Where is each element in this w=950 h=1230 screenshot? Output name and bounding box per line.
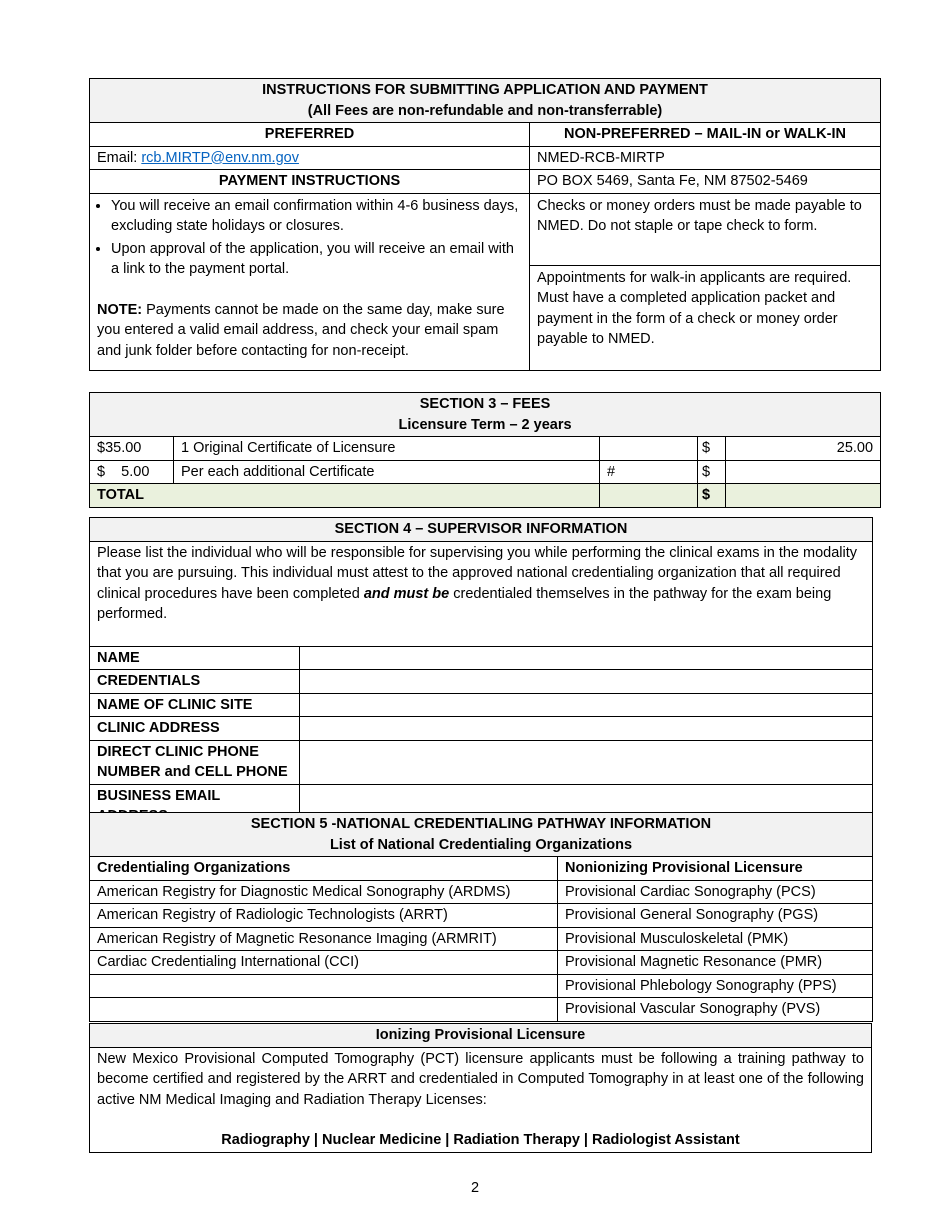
pathway-row <box>90 904 873 928</box>
fee-description: 1 Original Certificate of Licensure <box>174 437 600 461</box>
credentialing-org: American Registry for Diagnostic Medical Sonography (ARDMS) <box>90 880 558 904</box>
ionizing-licenses: Radiography | Nuclear Medicine | Radiation Therapy | Radiologist Assistant <box>221 1132 740 1148</box>
supervisor-field-row <box>90 740 873 784</box>
walkin-text: Appointments for walk-in applicants are required. Must have a completed application packet and payment in the form of a check or money order payable to NMED. <box>530 265 881 371</box>
total-currency: $ <box>698 484 726 508</box>
ionizing-title: Ionizing Provisional Licensure <box>90 1024 872 1048</box>
fee-amount[interactable] <box>726 460 881 484</box>
fee-amount[interactable]: 25.00 <box>726 437 881 461</box>
preferred-header: PREFERRED <box>90 123 530 147</box>
fee-quantity[interactable] <box>600 437 698 461</box>
supervisor-field-row <box>90 717 873 741</box>
mail-name: NMED-RCB-MIRTP <box>530 146 881 170</box>
clinic-phone-input[interactable] <box>300 740 873 784</box>
supervisor-name-input[interactable] <box>300 646 873 670</box>
pathway-header <box>90 813 873 857</box>
ionizing-table <box>89 1023 872 1153</box>
supervisor-field-row <box>90 693 873 717</box>
nonpreferred-header: NON-PREFERRED – MAIL-IN or WALK-IN <box>530 123 881 147</box>
provisional-license: Provisional General Sonography (PGS) <box>558 904 873 928</box>
fees-subtitle: Licensure Term – 2 years <box>398 416 572 433</box>
pathway-row <box>90 880 873 904</box>
page-number: 2 <box>470 1180 480 1196</box>
fee-row <box>90 460 881 484</box>
pathway-row <box>90 974 873 998</box>
supervisor-title: SECTION 4 – SUPERVISOR INFORMATION <box>90 518 873 542</box>
provisional-license: Provisional Vascular Sonography (PVS) <box>558 998 873 1022</box>
fee-currency: $ <box>698 437 726 461</box>
supervisor-field-label: CREDENTIALS <box>90 670 300 694</box>
checks-text: Checks or money orders must be made payable to NMED. Do not staple or tape check to form. <box>530 193 881 265</box>
supervisor-table <box>89 517 873 829</box>
credentialing-orgs-header: Credentialing Organizations <box>90 857 558 881</box>
supervisor-description <box>90 541 873 646</box>
fee-row <box>90 437 881 461</box>
supervisor-desc-emphasis: and must be <box>363 585 450 602</box>
payment-note <box>97 300 522 362</box>
payment-instructions-header: PAYMENT INSTRUCTIONS <box>90 170 530 194</box>
supervisor-field-label: NAME OF CLINIC SITE <box>90 693 300 717</box>
fee-total-row <box>90 484 881 508</box>
email-cell <box>90 146 530 170</box>
pathway-title: SECTION 5 -NATIONAL CREDENTIALING PATHWAY INFORMATION <box>250 816 712 832</box>
supervisor-field-row <box>90 646 873 670</box>
supervisor-desc-a: Please list the individual who will be responsible for supervising you while performing the clinical exams in the modality that you are pursuing. This individual must attest to the approved national credentialing organization that all required clinical procedures have been completed <box>97 544 858 602</box>
ionizing-body <box>90 1047 872 1152</box>
fee-price: $ 5.00 <box>90 460 174 484</box>
credentialing-org: American Registry of Magnetic Resonance Imaging (ARMRIT) <box>90 927 558 951</box>
fees-header <box>90 393 881 437</box>
total-amount[interactable] <box>726 484 881 508</box>
bullet-email-confirmation: • You will receive an email confirmation within 4-6 business days, excluding state holidays or closures. <box>111 196 522 237</box>
payment-instructions-cell <box>90 193 530 371</box>
bullet-payment-portal: • Upon approval of the application, you will receive an email with a link to the payment portal. <box>111 239 522 280</box>
fee-currency: $ <box>698 460 726 484</box>
clinic-site-input[interactable] <box>300 693 873 717</box>
fees-title: SECTION 3 – FEES <box>419 396 551 412</box>
fee-description: Per each additional Certificate <box>174 460 600 484</box>
total-label: TOTAL <box>90 484 600 508</box>
pathway-row <box>90 927 873 951</box>
supervisor-field-label: BUSINESS EMAIL <box>90 784 300 828</box>
supervisor-field-label: DIRECT CLINIC PHONE NUMBER and CELL PHONE <box>90 740 300 784</box>
instructions-subtitle: (All Fees are non-refundable and non-transferrable) <box>307 102 663 119</box>
provisional-license: Provisional Cardiac Sonography (PCS) <box>558 880 873 904</box>
pathway-row <box>90 951 873 975</box>
provisional-license: Provisional Magnetic Resonance (PMR) <box>558 951 873 975</box>
email-link[interactable]: rcb.MIRTP@env.nm.gov <box>141 149 299 166</box>
credentialing-org: Cardiac Credentialing International (CCI) <box>90 951 558 975</box>
provisional-license: Provisional Phlebology Sonography (PPS) <box>558 974 873 998</box>
note-label: NOTE: <box>97 301 143 318</box>
pathway-table <box>89 812 873 1022</box>
mail-address: PO BOX 5469, Santa Fe, NM 87502-5469 <box>530 170 881 194</box>
fee-quantity[interactable]: # <box>600 460 698 484</box>
ionizing-text: New Mexico Provisional Computed Tomography (PCT) licensure applicants must be following a training pathway to become certified and registered by the ARRT and credentialed in Computed Tomography in at least one of the following active NM Medical Imaging and Radiation Therapy Licenses: <box>97 1050 864 1108</box>
nonionizing-header: Nonionizing Provisional Licensure <box>558 857 873 881</box>
provisional-license: Provisional Musculoskeletal (PMK) <box>558 927 873 951</box>
supervisor-field-label: CLINIC ADDRESS <box>90 717 300 741</box>
clinic-address-input[interactable] <box>300 717 873 741</box>
total-spacer <box>600 484 698 508</box>
note-text: Payments cannot be made on the same day, make sure you entered a valid email address, and check your email spam and junk folder before contacting for non-receipt. <box>97 301 505 359</box>
supervisor-credentials-input[interactable] <box>300 670 873 694</box>
fees-table <box>89 392 881 508</box>
instructions-title: INSTRUCTIONS FOR SUBMITTING APPLICATION AND PAYMENT <box>262 82 708 98</box>
instructions-table <box>89 78 881 371</box>
supervisor-field-label: NAME <box>90 646 300 670</box>
pathway-subtitle: List of National Credentialing Organizations <box>329 836 633 853</box>
payment-bullets <box>97 196 522 280</box>
supervisor-desc-b: credentialed themselves in the pathway for the exam being performed. <box>97 585 832 622</box>
pathway-row <box>90 998 873 1022</box>
fee-price: $35.00 <box>90 437 174 461</box>
email-label: Email: <box>97 149 142 166</box>
credentialing-org <box>90 974 558 998</box>
credentialing-org <box>90 998 558 1022</box>
supervisor-field-row <box>90 670 873 694</box>
credentialing-org: American Registry of Radiologic Technologists (ARRT) <box>90 904 558 928</box>
instructions-header <box>90 79 881 123</box>
